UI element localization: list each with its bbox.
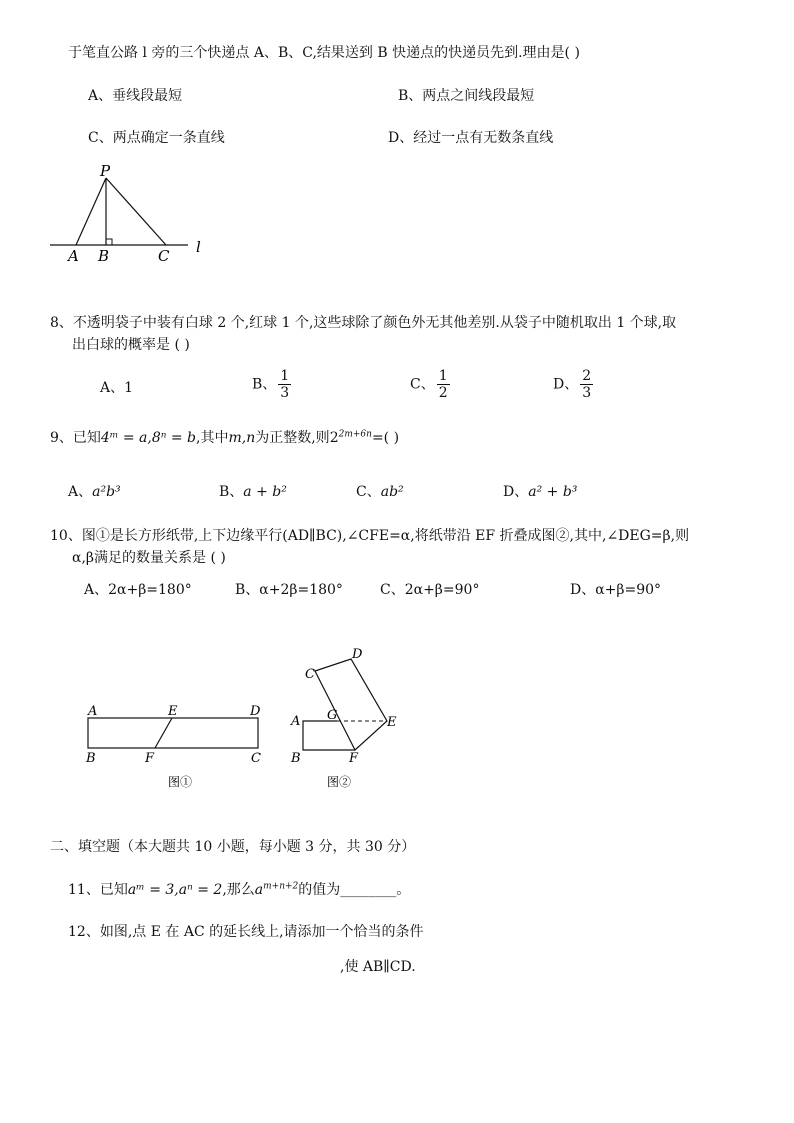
q8-option-c-fraction: $\frac{1}{2}$ [438, 368, 448, 401]
q10-option-c: C、2α+β=90° [380, 582, 480, 598]
q9-option-d: D、a² + b³ [503, 484, 578, 500]
q9-option-a: A、a²b³ [68, 484, 121, 500]
fig1-label-b: B [86, 751, 96, 766]
fig1-label-a: A [88, 704, 98, 719]
q8-option-b-label: B、 [252, 376, 277, 393]
q7-option-b: B、两点之间线段最短 [398, 88, 535, 104]
fig2-label-f: F [349, 751, 359, 766]
q10-option-b: B、α+2β=180° [235, 582, 343, 598]
fig1-caption: 图① [168, 775, 193, 789]
fig1-label-d: D [250, 704, 261, 719]
q8-option-d-label: D、 [553, 376, 579, 393]
q8-option-b-fraction: $\frac{1}{3}$ [280, 368, 290, 401]
q7-option-d: D、经过一点有无数条直线 [388, 130, 554, 146]
fig2-label-c: C [305, 667, 315, 682]
q11-condition: aᵐ = 3,aⁿ = 2 [127, 882, 223, 898]
q7-label-a: A [68, 247, 79, 265]
q8-option-d-fraction: $\frac{2}{3}$ [582, 368, 592, 401]
q7-label-c: C [158, 247, 170, 265]
q9-vars: m,n [228, 430, 256, 446]
q10-figure-2 [285, 645, 415, 795]
q7-option-a: A、垂线段最短 [88, 88, 183, 104]
q8-option-d [553, 368, 593, 401]
q9-option-c: C、ab² [356, 484, 404, 500]
q8-option-a-label: A、 [100, 380, 125, 396]
q8-option-b [252, 368, 291, 401]
q12-line2: ,使 AB∥CD. [340, 959, 416, 975]
fig1-label-e: E [168, 704, 178, 719]
q7-option-c: C、两点确定一条直线 [88, 130, 225, 146]
q7-stem: 于笔直公路 l 旁的三个快递点 A、B、C,结果送到 B 快递点的快递员先到.理由是( ) [68, 45, 580, 61]
q12-line1: 12、如图,点 E 在 AC 的延长线上,请添加一个恰当的条件 [68, 924, 424, 940]
q11-expression: a [254, 882, 264, 898]
fig2-label-b: B [291, 751, 301, 766]
fig1-label-c: C [251, 751, 261, 766]
q8-option-a-value: 1 [124, 380, 134, 396]
q7-label-l: l [196, 238, 201, 256]
fig2-caption: 图② [327, 775, 352, 789]
q8-option-c-label: C、 [410, 376, 435, 393]
q8-stem-line1: 8、不透明袋子中装有白球 2 个,红球 1 个,这些球除了颜色外无其他差别.从袋子中随机取出 1 个球,取 [50, 315, 677, 331]
q9-stem: 9、已知4ᵐ = a,8ⁿ = b,其中m,n为正整数,则$2^{2m+6n}=$( ) [50, 429, 400, 446]
fig2-label-d: D [352, 647, 363, 662]
q9-option-b: B、a + b² [219, 484, 287, 500]
section-2-heading: 二、填空题（本大题共 10 小题，每小题 3 分，共 30 分） [50, 839, 416, 855]
fig2-label-e: E [387, 715, 397, 730]
q10-option-d: D、α+β=90° [570, 582, 662, 598]
q11-stem: 11、已知aᵐ = 3,aⁿ = 2,那么$a^{m+n+2}$的值为________。 [68, 881, 411, 898]
q9-expression: 2 [329, 430, 339, 446]
fig1-label-f: F [145, 751, 155, 766]
q10-option-a: A、2α+β=180° [84, 582, 192, 598]
fig2-label-g: G [327, 708, 338, 723]
q9-condition: 4ᵐ = a,8ⁿ = b [100, 430, 197, 446]
q10-stem-line2: α,β满足的数量关系是 ( ) [72, 550, 226, 566]
q10-figure-1 [80, 700, 280, 795]
q8-option-a [100, 378, 133, 398]
q7-figure [40, 160, 230, 270]
q8-option-c [410, 368, 450, 401]
q10-stem-line1: 10、图①是长方形纸带,上下边缘平行(AD∥BC),∠CFE=α,将纸带沿 EF 折叠成图②,其中,∠DEG=β,则 [50, 528, 690, 544]
fig2-label-a: A [291, 714, 301, 729]
q8-stem-line2: 出白球的概率是 ( ) [72, 337, 190, 353]
q7-label-p: P [100, 162, 111, 180]
q7-label-b: B [98, 247, 110, 265]
